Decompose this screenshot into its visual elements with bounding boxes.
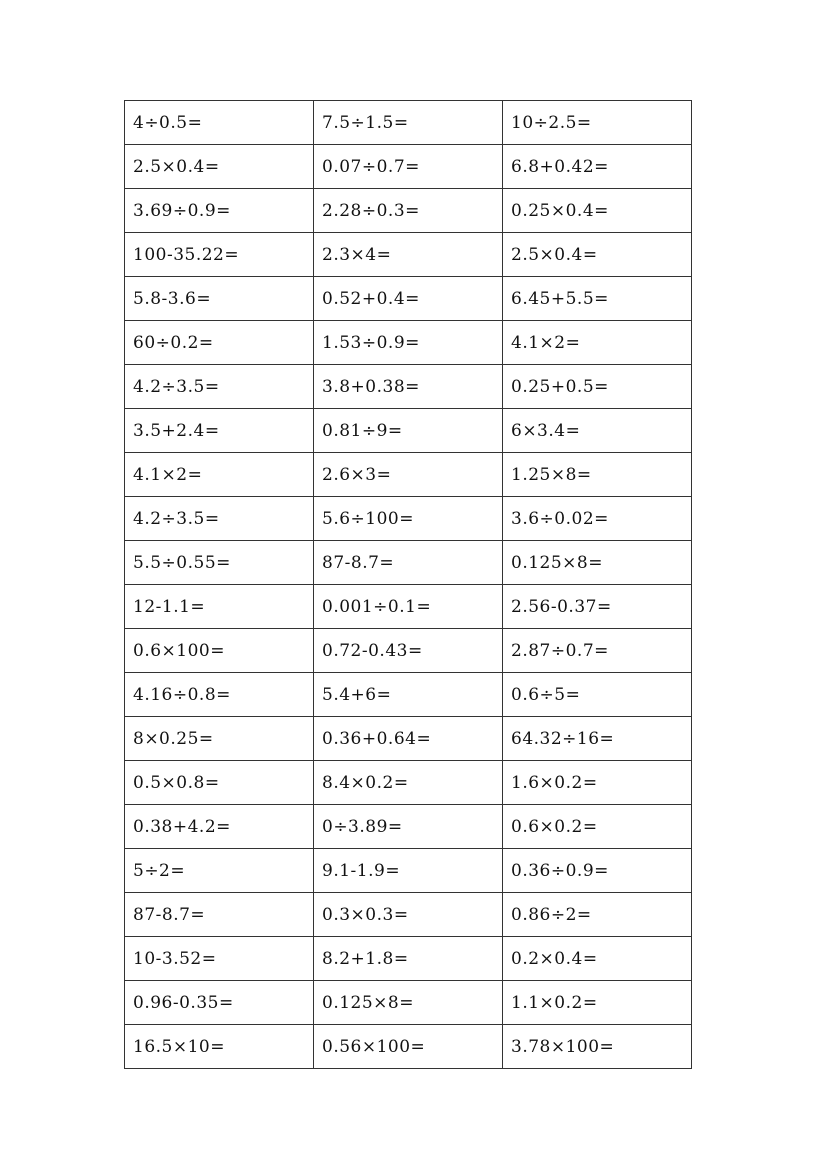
problem-cell: 6.45+5.5= xyxy=(503,277,692,321)
problem-cell: 5.5÷0.55= xyxy=(125,541,314,585)
problem-cell: 4.2÷3.5= xyxy=(125,365,314,409)
problem-cell: 9.1-1.9= xyxy=(314,849,503,893)
problem-cell: 0.125×8= xyxy=(503,541,692,585)
table-row xyxy=(125,497,692,541)
table-row xyxy=(125,849,692,893)
problem-cell: 3.69÷0.9= xyxy=(125,189,314,233)
problem-cell: 60÷0.2= xyxy=(125,321,314,365)
problem-cell: 0.07÷0.7= xyxy=(314,145,503,189)
problem-cell: 8.4×0.2= xyxy=(314,761,503,805)
problem-cell: 0.56×100= xyxy=(314,1025,503,1069)
problem-cell: 0.36÷0.9= xyxy=(503,849,692,893)
table-row xyxy=(125,233,692,277)
table-row xyxy=(125,629,692,673)
problem-cell: 1.1×0.2= xyxy=(503,981,692,1025)
problem-cell: 0.2×0.4= xyxy=(503,937,692,981)
problem-cell: 2.87÷0.7= xyxy=(503,629,692,673)
table-row xyxy=(125,1025,692,1069)
table-row xyxy=(125,101,692,145)
problem-cell: 0.38+4.2= xyxy=(125,805,314,849)
problem-cell: 0.6×100= xyxy=(125,629,314,673)
problem-cell: 4.16÷0.8= xyxy=(125,673,314,717)
problem-cell: 0.6÷5= xyxy=(503,673,692,717)
table-row xyxy=(125,145,692,189)
problem-cell: 5÷2= xyxy=(125,849,314,893)
problem-cell: 0.25+0.5= xyxy=(503,365,692,409)
problem-cell: 16.5×10= xyxy=(125,1025,314,1069)
problem-cell: 4.2÷3.5= xyxy=(125,497,314,541)
problem-cell: 0.001÷0.1= xyxy=(314,585,503,629)
problem-cell: 4.1×2= xyxy=(125,453,314,497)
table-row xyxy=(125,761,692,805)
problem-cell: 87-8.7= xyxy=(125,893,314,937)
problem-cell: 0.96-0.35= xyxy=(125,981,314,1025)
problem-cell: 2.5×0.4= xyxy=(125,145,314,189)
table-row xyxy=(125,541,692,585)
problem-cell: 0.6×0.2= xyxy=(503,805,692,849)
problem-cell: 0.25×0.4= xyxy=(503,189,692,233)
table-row xyxy=(125,277,692,321)
worksheet xyxy=(124,100,692,1069)
problem-cell: 0.125×8= xyxy=(314,981,503,1025)
problem-cell: 2.3×4= xyxy=(314,233,503,277)
problem-cell: 0.86÷2= xyxy=(503,893,692,937)
problem-cell: 1.25×8= xyxy=(503,453,692,497)
problem-cell: 3.78×100= xyxy=(503,1025,692,1069)
problem-cell: 8.2+1.8= xyxy=(314,937,503,981)
problem-cell: 2.56-0.37= xyxy=(503,585,692,629)
problem-cell: 3.6÷0.02= xyxy=(503,497,692,541)
problem-cell: 87-8.7= xyxy=(314,541,503,585)
problem-cell: 0.72-0.43= xyxy=(314,629,503,673)
problem-cell: 8×0.25= xyxy=(125,717,314,761)
problem-cell: 1.6×0.2= xyxy=(503,761,692,805)
problem-cell: 0.5×0.8= xyxy=(125,761,314,805)
problem-cell: 0.3×0.3= xyxy=(314,893,503,937)
problem-cell: 5.8-3.6= xyxy=(125,277,314,321)
problem-cell: 3.8+0.38= xyxy=(314,365,503,409)
table-row xyxy=(125,585,692,629)
table-row xyxy=(125,453,692,497)
problem-cell: 0.36+0.64= xyxy=(314,717,503,761)
problem-cell: 6.8+0.42= xyxy=(503,145,692,189)
problem-cell: 1.53÷0.9= xyxy=(314,321,503,365)
problem-cell: 3.5+2.4= xyxy=(125,409,314,453)
table-row xyxy=(125,805,692,849)
problem-cell: 0÷3.89= xyxy=(314,805,503,849)
table-row xyxy=(125,321,692,365)
problem-cell: 7.5÷1.5= xyxy=(314,101,503,145)
table-row xyxy=(125,673,692,717)
problem-cell: 100-35.22= xyxy=(125,233,314,277)
problem-cell: 64.32÷16= xyxy=(503,717,692,761)
problem-cell: 4.1×2= xyxy=(503,321,692,365)
problem-cell: 6×3.4= xyxy=(503,409,692,453)
problem-cell: 2.6×3= xyxy=(314,453,503,497)
table-row xyxy=(125,937,692,981)
problem-cell: 0.52+0.4= xyxy=(314,277,503,321)
problem-cell: 2.28÷0.3= xyxy=(314,189,503,233)
problem-cell: 10÷2.5= xyxy=(503,101,692,145)
problem-cell: 10-3.52= xyxy=(125,937,314,981)
problem-cell: 2.5×0.4= xyxy=(503,233,692,277)
problem-cell: 0.81÷9= xyxy=(314,409,503,453)
problem-cell: 12-1.1= xyxy=(125,585,314,629)
problem-cell: 5.6÷100= xyxy=(314,497,503,541)
problem-cell: 5.4+6= xyxy=(314,673,503,717)
problem-table xyxy=(124,100,692,1069)
problem-cell: 4÷0.5= xyxy=(125,101,314,145)
table-row xyxy=(125,981,692,1025)
table-row xyxy=(125,409,692,453)
table-row xyxy=(125,717,692,761)
table-row xyxy=(125,189,692,233)
table-row xyxy=(125,893,692,937)
table-row xyxy=(125,365,692,409)
